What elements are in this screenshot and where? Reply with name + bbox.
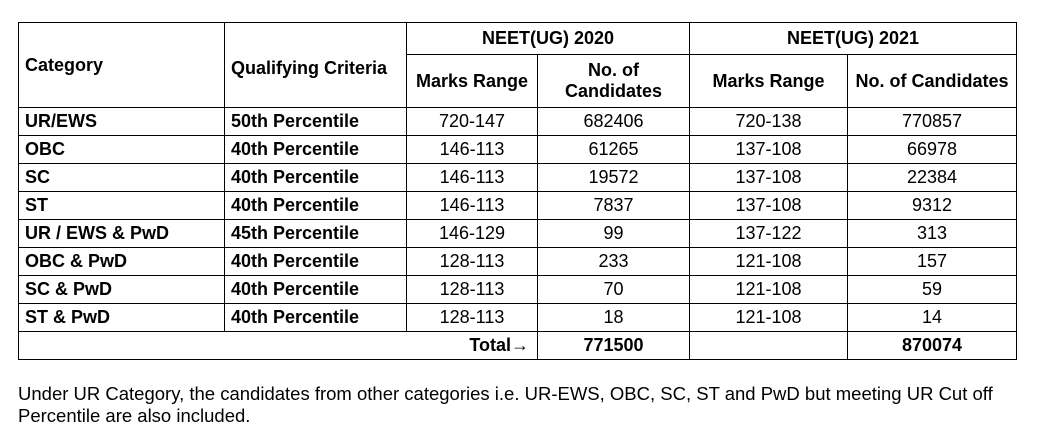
header-marks-range-2021: Marks Range — [690, 55, 848, 108]
cell-marks-2020: 146-113 — [407, 192, 538, 220]
cell-candidates-2020: 682406 — [538, 108, 690, 136]
table-row — [19, 108, 1017, 136]
cell-category: OBC — [19, 136, 225, 164]
cell-category: UR / EWS & PwD — [19, 220, 225, 248]
header-qualifying-criteria: Qualifying Criteria — [225, 23, 407, 108]
cell-criteria: 45th Percentile — [225, 220, 407, 248]
cell-marks-2020: 128-113 — [407, 248, 538, 276]
cell-marks-2021: 121-108 — [690, 276, 848, 304]
header-marks-range-2020: Marks Range — [407, 55, 538, 108]
cell-category: UR/EWS — [19, 108, 225, 136]
table-row — [19, 248, 1017, 276]
cell-marks-2021: 121-108 — [690, 304, 848, 332]
table-row — [19, 304, 1017, 332]
cell-criteria: 40th Percentile — [225, 276, 407, 304]
total-candidates-2021: 870074 — [848, 332, 1017, 360]
cell-marks-2021: 121-108 — [690, 248, 848, 276]
table-row — [19, 136, 1017, 164]
cell-category: SC & PwD — [19, 276, 225, 304]
cell-criteria: 40th Percentile — [225, 192, 407, 220]
cell-candidates-2021: 313 — [848, 220, 1017, 248]
cell-criteria: 40th Percentile — [225, 164, 407, 192]
cell-candidates-2021: 9312 — [848, 192, 1017, 220]
cell-category: SC — [19, 164, 225, 192]
cell-marks-2020: 128-113 — [407, 276, 538, 304]
total-row — [19, 332, 1017, 360]
cell-marks-2021: 720-138 — [690, 108, 848, 136]
header-category: Category — [19, 23, 225, 108]
cell-candidates-2020: 19572 — [538, 164, 690, 192]
cell-category: OBC & PwD — [19, 248, 225, 276]
footnote: Under UR Category, the candidates from other categories i.e. UR-EWS, OBC, SC, ST and PwD but meeting UR Cut off Percentile are also included. — [18, 383, 993, 426]
cell-marks-2021: 137-108 — [690, 164, 848, 192]
cell-marks-2020: 720-147 — [407, 108, 538, 136]
header-row-years — [19, 23, 1017, 55]
total-label: Total→ — [19, 332, 538, 360]
table-row — [19, 220, 1017, 248]
header-candidates-2020: No. of Candidates — [538, 55, 690, 108]
cell-candidates-2020: 61265 — [538, 136, 690, 164]
cell-candidates-2020: 18 — [538, 304, 690, 332]
cell-marks-2020: 146-129 — [407, 220, 538, 248]
cell-marks-2020: 146-113 — [407, 136, 538, 164]
header-neet-2020: NEET(UG) 2020 — [407, 23, 690, 55]
cell-marks-2020: 146-113 — [407, 164, 538, 192]
cell-criteria: 40th Percentile — [225, 304, 407, 332]
cell-criteria: 50th Percentile — [225, 108, 407, 136]
cell-criteria: 40th Percentile — [225, 136, 407, 164]
header-candidates-2021: No. of Candidates — [848, 55, 1017, 108]
table-row — [19, 164, 1017, 192]
cell-category: ST — [19, 192, 225, 220]
table-row — [19, 192, 1017, 220]
cell-candidates-2021: 66978 — [848, 136, 1017, 164]
cell-candidates-2020: 70 — [538, 276, 690, 304]
cell-marks-2021: 137-108 — [690, 192, 848, 220]
cell-candidates-2020: 7837 — [538, 192, 690, 220]
table-row — [19, 276, 1017, 304]
cell-candidates-2021: 770857 — [848, 108, 1017, 136]
cell-candidates-2020: 233 — [538, 248, 690, 276]
cell-candidates-2021: 157 — [848, 248, 1017, 276]
cell-marks-2021: 137-122 — [690, 220, 848, 248]
cell-category: ST & PwD — [19, 304, 225, 332]
cell-marks-2021: 137-108 — [690, 136, 848, 164]
total-blank-cell — [690, 332, 848, 360]
cell-marks-2020: 128-113 — [407, 304, 538, 332]
cell-candidates-2020: 99 — [538, 220, 690, 248]
header-neet-2021: NEET(UG) 2021 — [690, 23, 1017, 55]
cell-candidates-2021: 14 — [848, 304, 1017, 332]
cell-candidates-2021: 59 — [848, 276, 1017, 304]
cell-candidates-2021: 22384 — [848, 164, 1017, 192]
cell-criteria: 40th Percentile — [225, 248, 407, 276]
total-candidates-2020: 771500 — [538, 332, 690, 360]
neet-cutoff-table — [18, 22, 1017, 360]
